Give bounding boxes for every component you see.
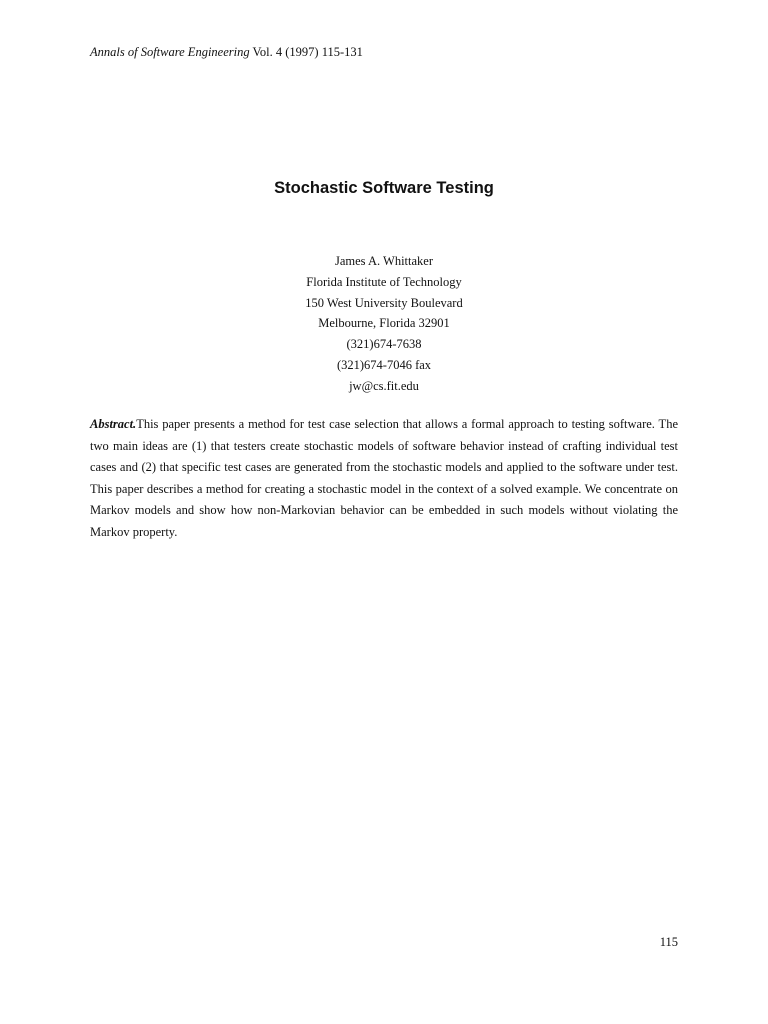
abstract-label: Abstract.: [90, 417, 137, 431]
abstract: [90, 414, 678, 543]
author-address-line1: 150 West University Boulevard: [305, 295, 463, 310]
author-address-line2: Melbourne, Florida 32901: [318, 316, 450, 331]
journal-citation: Vol. 4 (1997) 115-131: [249, 45, 363, 59]
author-name: James A. Whittaker: [334, 254, 433, 268]
author-fax: (321)674-7046 fax: [336, 357, 432, 372]
author-email: jw@cs.fit.edu: [349, 378, 419, 393]
running-head: [90, 44, 363, 60]
paper-title: Stochastic Software Testing: [274, 179, 494, 197]
abstract-text: This paper presents a method for test case selection that allows a formal approach to testing software. The two main ideas are (1) that testers create stochastic models of software behavior instead of crafting individual test cases and (2) that specific test cases are generated from the stochastic models and applied to the software under test. This paper describes a method for creating a stochastic model in the context of a solved example. We concentrate on Markov models and show how non-Markovian behavior can be embedded in such models without violating the Markov property.: [90, 417, 678, 539]
page-number: 115: [659, 935, 678, 949]
author-phone: (321)674-7638: [346, 337, 422, 352]
author-affiliation: Florida Institute of Technology: [306, 274, 462, 289]
journal-name: Annals of Software Engineering: [90, 45, 250, 59]
author-block: [0, 251, 768, 397]
